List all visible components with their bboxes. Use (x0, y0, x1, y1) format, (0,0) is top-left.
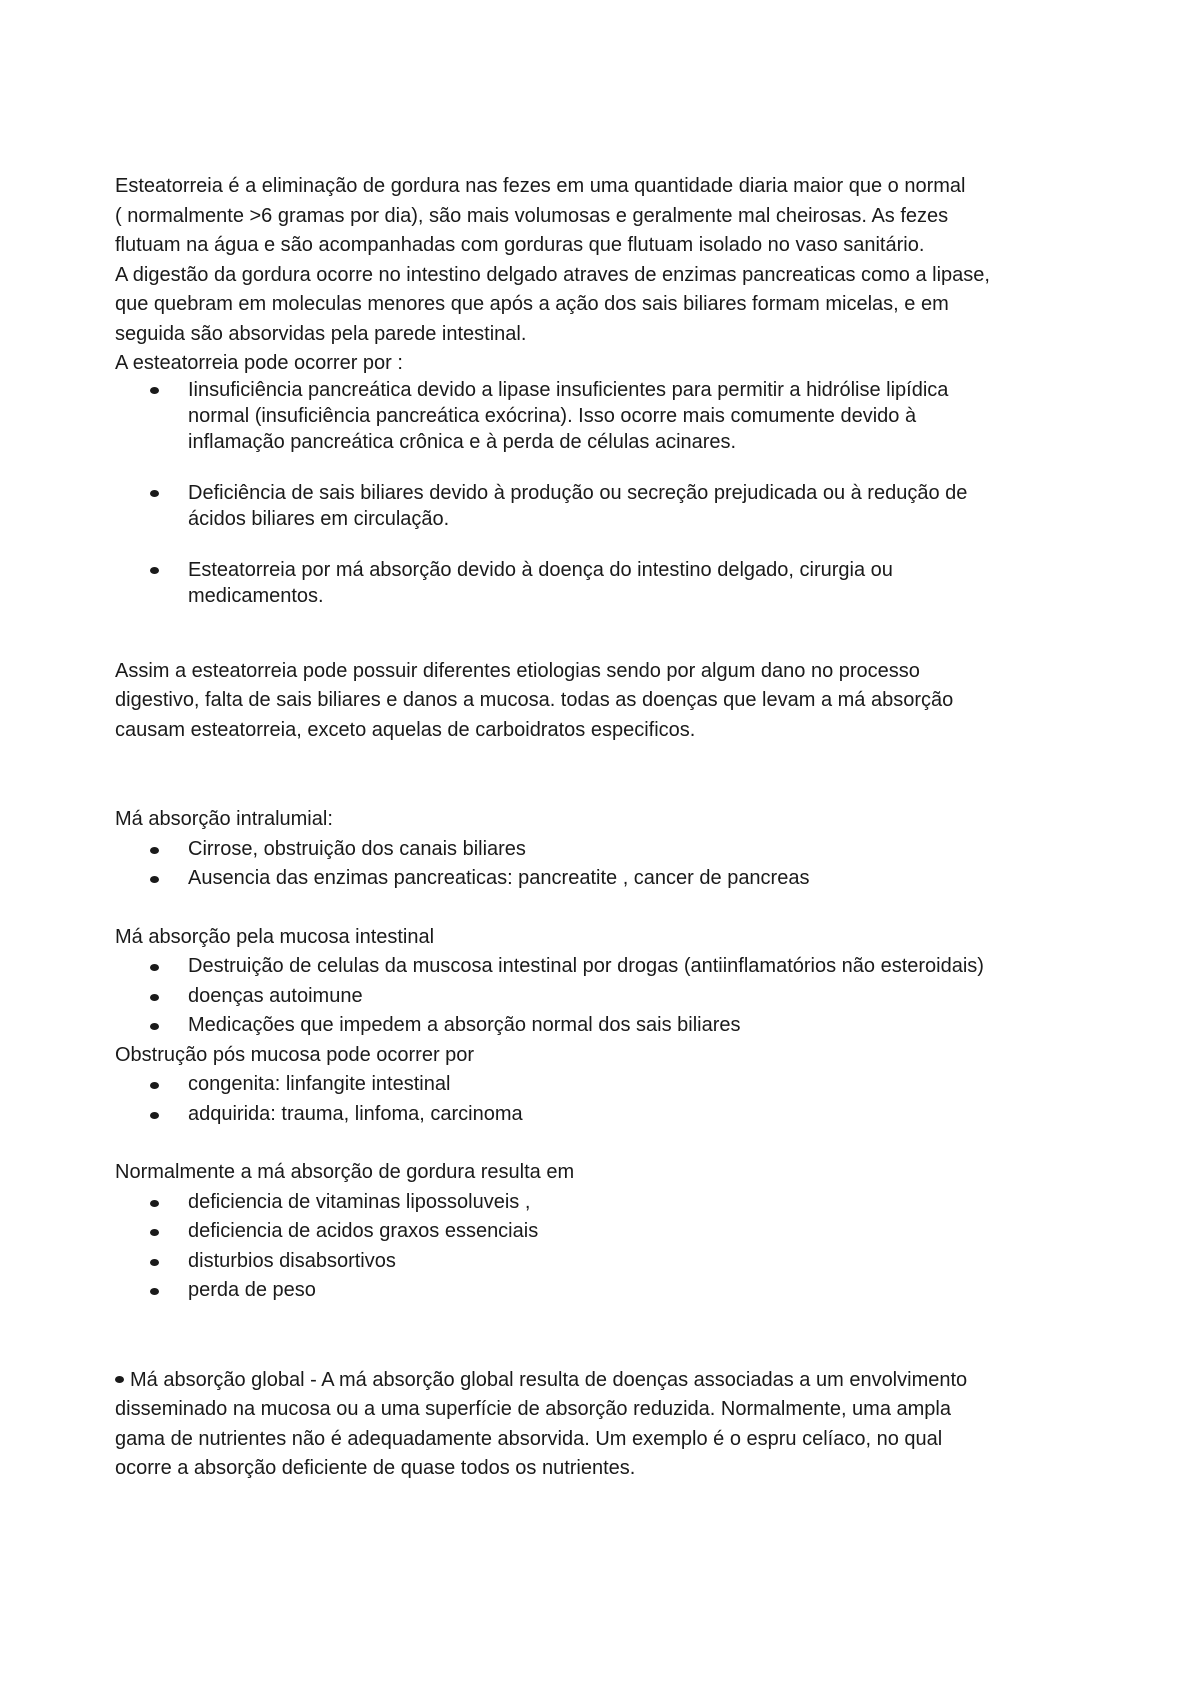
text-line: gama de nutrientes não é adequadamente absorvida. Um exemplo é o espru celíaco, no qual (115, 1427, 943, 1450)
text-line: A esteatorreia pode ocorrer por : (115, 352, 403, 374)
heading-text: Má absorção pela mucosa intestinal (115, 925, 435, 948)
list-item (188, 864, 1105, 894)
text-line: Esteatorreia por má absorção devido à doença do intestino delgado, cirurgia ou (188, 558, 893, 581)
causes-list (115, 377, 1105, 609)
list-item (188, 1188, 1105, 1218)
list-item (188, 1100, 1105, 1130)
heading-text: Obstrução pós mucosa pode ocorrer por (115, 1043, 475, 1066)
text-line: flutuam na água e são acompanhadas com gorduras que flutuam isolado no vaso sanitário. (115, 234, 925, 256)
text-line: causam esteatorreia, exceto aquelas de carboidratos especificos. (115, 718, 696, 741)
bullet-icon (150, 1082, 159, 1089)
text-line: perda de peso (188, 1279, 316, 1301)
text-line: digestivo, falta de sais biliares e danos a mucosa. todas as doenças que levam a má absorção (115, 689, 954, 711)
text-line: Destruição de celulas da muscosa intestinal por drogas (antiinflamatórios não esteroidais) (188, 955, 984, 977)
text-line: inflamação pancreática crônica e à perda de células acinares. (188, 430, 737, 453)
text-line: Medicações que impedem a absorção normal dos sais biliares (188, 1014, 741, 1036)
summary-paragraph (115, 657, 1105, 746)
text-line: ocorre a absorção deficiente de quase todos os nutrientes. (115, 1457, 636, 1479)
text-line: Deficiência de sais biliares devido à produção ou secreção prejudicada ou à redução de (188, 481, 968, 504)
list-item (188, 480, 1105, 532)
list-item (188, 1276, 1105, 1306)
list-item (188, 1070, 1105, 1100)
list-item (188, 835, 1105, 865)
intraluminal-heading (115, 805, 1105, 835)
text-line: normal (insuficiência pancreática exócrina). Isso ocorre mais comumente devido à (188, 404, 917, 427)
list-item (188, 557, 1105, 609)
intro-paragraph (115, 172, 1105, 379)
text-line: Iinsuficiência pancreática devido a lipase insuficientes para permitir a hidrólise lipídica (188, 378, 949, 401)
bullet-icon (115, 1376, 124, 1383)
text-line: deficiencia de acidos graxos essenciais (188, 1220, 539, 1242)
bullet-icon (150, 1229, 159, 1236)
mucosal-heading (115, 923, 1105, 953)
text-line: Assim a esteatorreia pode possuir diferentes etiologias sendo por algum dano no processo (115, 659, 920, 682)
heading-text: Má absorção intralumial: (115, 808, 333, 830)
bullet-icon (150, 994, 159, 1001)
list-item (188, 377, 1105, 455)
text-span: Má absorção global - A má absorção global resulta de doenças associadas a um envolvimento (130, 1368, 968, 1391)
list-item (188, 1217, 1105, 1247)
bullet-icon (150, 387, 159, 394)
bullet-icon (150, 876, 159, 883)
list-item (188, 1247, 1105, 1277)
bullet-icon (150, 1259, 159, 1266)
list-item (188, 952, 1105, 982)
bullet-icon (150, 567, 159, 574)
text-line: que quebram em moleculas menores que após a ação dos sais biliares formam micelas, e em (115, 293, 949, 315)
bullet-icon (150, 1288, 159, 1295)
list-item (188, 1011, 1105, 1041)
bullet-icon (150, 847, 159, 854)
post-mucosal-list (115, 1070, 1105, 1129)
text-line (115, 1366, 1105, 1396)
global-paragraph (115, 1366, 1105, 1484)
results-list (115, 1188, 1105, 1306)
post-mucosal-heading (115, 1041, 1105, 1071)
text-line: Ausencia das enzimas pancreaticas: pancreatite , cancer de pancreas (188, 867, 810, 889)
text-line: deficiencia de vitaminas lipossoluveis , (188, 1190, 531, 1213)
heading-text: Normalmente a má absorção de gordura resulta em (115, 1161, 575, 1183)
text-line: ácidos biliares em circulação. (188, 507, 450, 530)
text-line: disturbios disabsortivos (188, 1249, 396, 1272)
document-body (115, 172, 1105, 1484)
mucosal-list (115, 952, 1105, 1041)
text-line: Cirrose, obstruição dos canais biliares (188, 837, 526, 860)
text-line: disseminado na mucosa ou a uma superfície de absorção reduzida. Normalmente, uma ampla (115, 1398, 951, 1420)
text-line: medicamentos. (188, 584, 324, 607)
bullet-icon (150, 964, 159, 971)
text-line: Esteatorreia é a eliminação de gordura nas fezes em uma quantidade diaria maior que o normal (115, 175, 966, 197)
bullet-icon (150, 1200, 159, 1207)
text-line: A digestão da gordura ocorre no intestino delgado atraves de enzimas pancreaticas como a lipase, (115, 263, 990, 286)
bullet-icon (150, 1112, 159, 1119)
text-line: adquirida: trauma, linfoma, carcinoma (188, 1102, 523, 1125)
intraluminal-list (115, 835, 1105, 894)
text-line: congenita: linfangite intestinal (188, 1073, 451, 1095)
bullet-icon (150, 1023, 159, 1030)
list-item (188, 982, 1105, 1012)
text-line: doenças autoimune (188, 984, 363, 1007)
text-line: ( normalmente >6 gramas por dia), são mais volumosas e geralmente mal cheirosas. As fezes (115, 204, 949, 227)
results-heading (115, 1158, 1105, 1188)
text-line: seguida são absorvidas pela parede intestinal. (115, 322, 527, 345)
bullet-icon (150, 490, 159, 497)
